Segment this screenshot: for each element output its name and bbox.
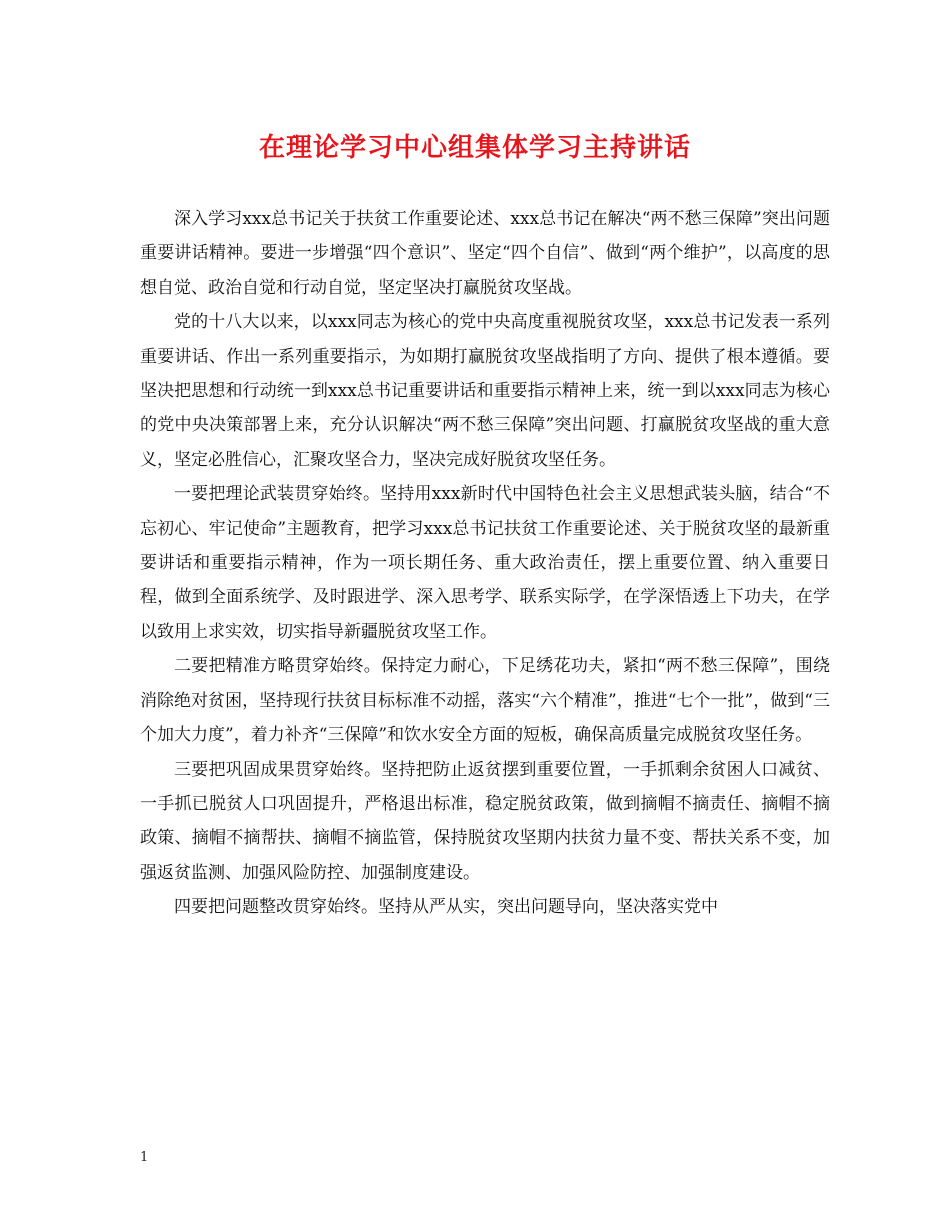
paragraph-intro: 深入学习xxx总书记关于扶贫工作重要论述、xxx总书记在解决“两不愁三保障”突出问题重要讲话精神。要进一步增强“四个意识”、坚定“四个自信”、做到“两个维护”，以高度的思想自觉、政治自觉和行动自觉，坚定坚决打赢脱贫攻坚战。 — [140, 209, 830, 298]
document-body — [140, 202, 830, 925]
paragraph-point-one: 一要把理论武装贯穿始终。坚持用xxx新时代中国特色社会主义思想武装头脑，结合“不忘初心、牢记使命”主题教育，把学习xxx总书记扶贫工作重要论述、关于脱贫攻坚的最新重要讲话和重要指示精神，作为一项长期任务、重大政治责任，摆上重要位置、纳入重要日程，做到全面系统学、及时跟进学、深入思考学、联系实际学，在学深悟透上下功夫，在学以致用上求实效，切实指导新疆脱贫攻坚工作。 — [140, 484, 830, 642]
paragraph-point-four: 四要把问题整改贯穿始终。坚持从严从实，突出问题导向，坚决落实党中 — [174, 897, 718, 918]
paragraph-background: 党的十八大以来，以xxx同志为核心的党中央高度重视脱贫攻坚，xxx总书记发表一系列重要讲话、作出一系列重要指示，为如期打赢脱贫攻坚战指明了方向、提供了根本遵循。要坚决把思想和行动统一到xxx总书记重要讲话和重要指示精神上来，统一到以xxx同志为核心的党中央决策部署上来，充分认识解决“两不愁三保障”突出问题、打赢脱贫攻坚战的重大意义，坚定必胜信心，汇聚攻坚合力，坚决完成好脱贫攻坚任务。 — [140, 312, 830, 470]
document-title: 在理论学习中心组集体学习主持讲话 — [258, 133, 691, 163]
paragraph-point-three: 三要把巩固成果贯穿始终。坚持把防止返贫摆到重要位置，一手抓剩余贫困人口减贫、一手抓已脱贫人口巩固提升，严格退出标准，稳定脱贫政策，做到摘帽不摘责任、摘帽不摘政策、摘帽不摘帮扶、摘帽不摘监管，保持脱贫攻坚期内扶贫力量不变、帮扶关系不变，加强返贫监测、加强风险防控、加强制度建设。 — [140, 759, 830, 883]
page-number: 1 — [140, 1150, 149, 1165]
paragraph-point-two: 二要把精准方略贯穿始终。保持定力耐心，下足绣花功夫，紧扣“两不愁三保障”，围绕消除绝对贫困，坚持现行扶贫目标标准不动摇，落实“六个精准”，推进“七个一批”，做到“三个加大力度”，着力补齐“三保障”和饮水安全方面的短板，确保高质量完成脱贫攻坚任务。 — [140, 656, 830, 746]
